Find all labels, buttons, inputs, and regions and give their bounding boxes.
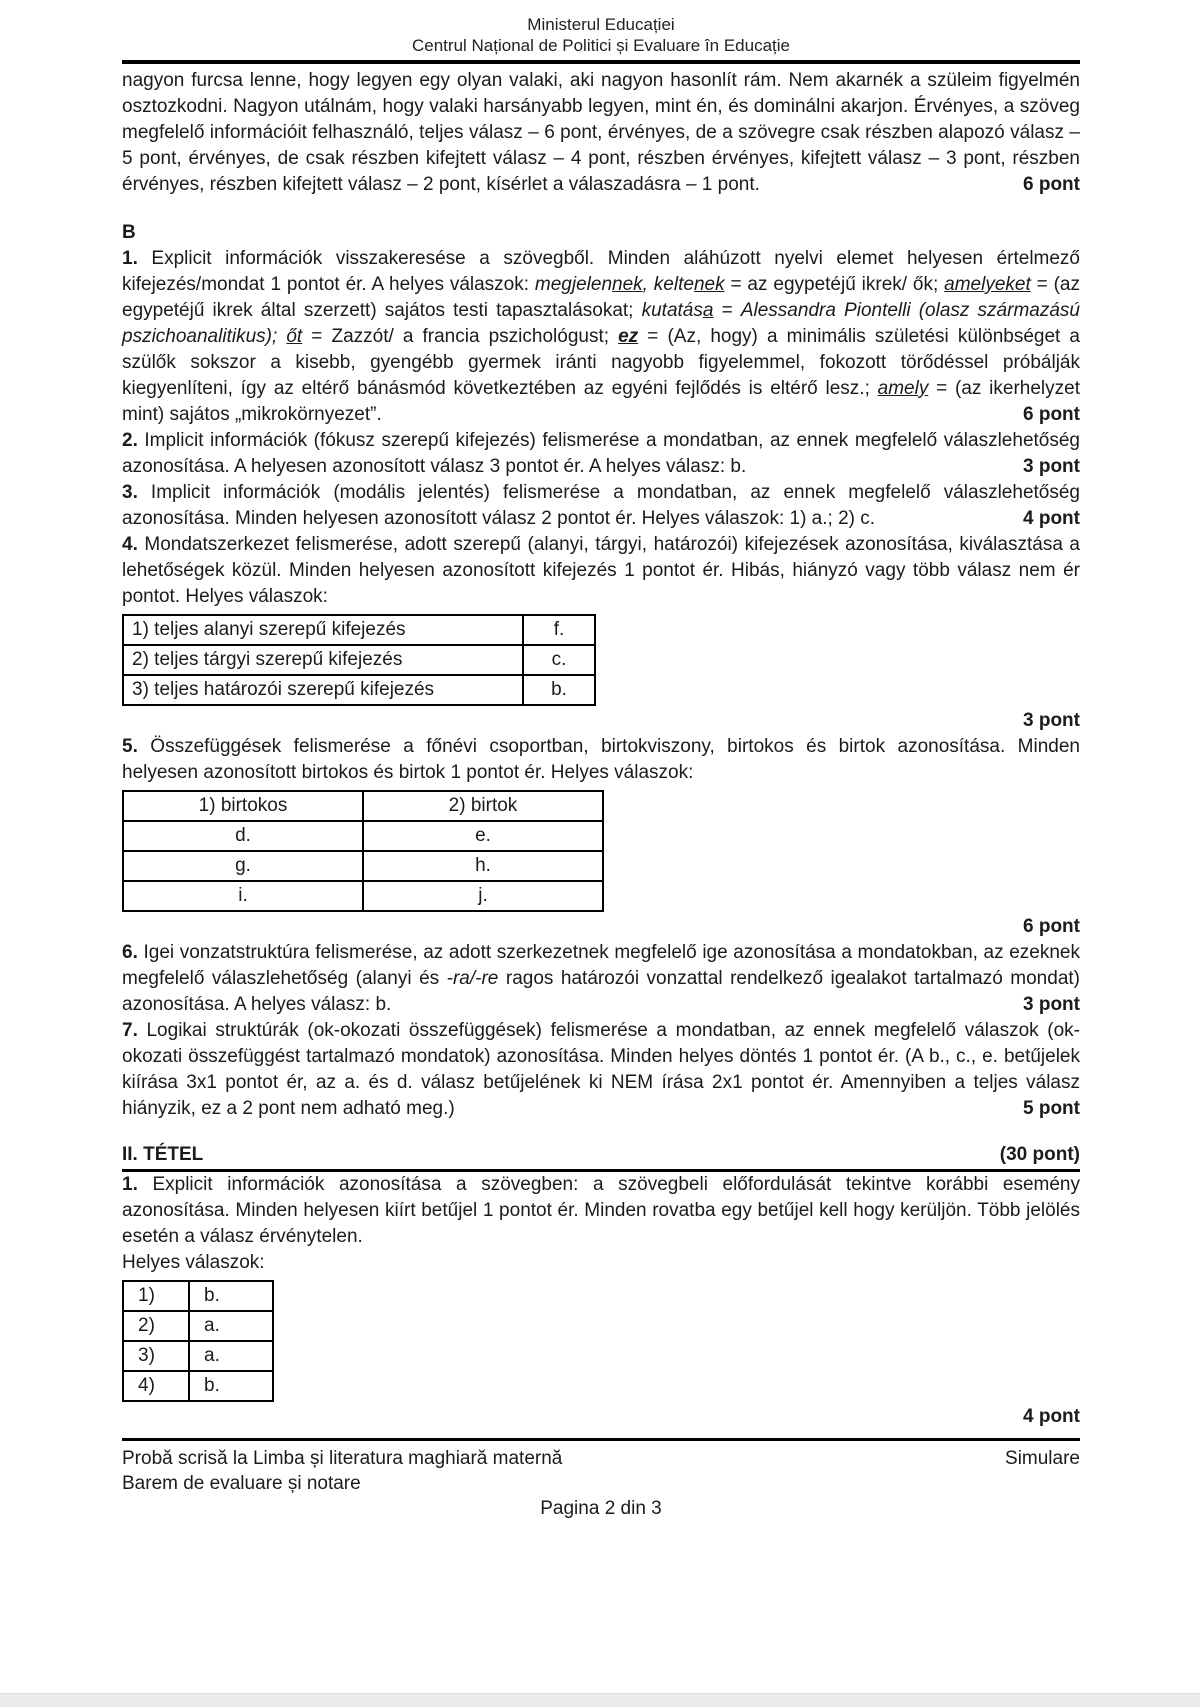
text-segment: = az egypetéjű ikrek/ ők; (724, 274, 945, 295)
section-ii-title: II. TÉTEL (122, 1144, 204, 1165)
table-row (123, 1311, 273, 1341)
text-segment: Mondatszerkezet felismerése, adott szerepű (alanyi, tárgyi, határozói) kifejezések azonosítása, kiválasztása a lehetőségek közül. Minden helyesen azonosított kifejezés 1 pontot ér. Hibás, hiányzó vagy több válasz nem ér pontot. Helyes válaszok: (122, 534, 1080, 607)
table-cell: 1) teljes alanyi szerepű kifejezés (123, 615, 523, 645)
item-b6-paragraph (122, 940, 1080, 1018)
section-ii-answers-table (122, 1280, 274, 1402)
section-ii-points-line: 4 pont (1023, 1406, 1080, 1427)
item-b5-text (122, 736, 1080, 783)
text-segment: Implicit információk (fókusz szerepű kifejezés) felismerése a mondatban, az ennek megfelelő válaszlehetőség azonosítása. A helyesen azonosított válasz 3 pontot ér. A helyes válasz: b. (122, 430, 1080, 477)
table-cell: 4) (123, 1371, 189, 1401)
item-b7-text (122, 1020, 1080, 1119)
text-segment: = (Az, hogy) a minimális születési különbséget a szülők sokszor a kisebb, gyengébb gyermek iránti nagyobb figyelemmel, fokozott törődéssel próbálják kiegyenlíteni, így az eltérő bánásmód következtében az egyéni fejlődés is eltérő lesz.; (122, 326, 1080, 399)
table-row (123, 615, 595, 645)
footer-simulare-label: Simulare (1005, 1448, 1080, 1469)
item-ii1-text (122, 1174, 1080, 1247)
center-title: Centrul Național de Politici și Evaluare în Educație (412, 36, 790, 55)
section-b-label: B (122, 222, 136, 243)
table-cell: b. (189, 1281, 273, 1311)
section-ii-heading (122, 1142, 1080, 1172)
table-row (123, 791, 603, 821)
text-segment: Logikai struktúrák (ok-okozati összefüggések) felismerése a mondatban, az ennek megfelelő válaszok (ok-okozati összefüggést tartalmazó mondatok) azonosítása. Minden helyes döntés 1 pontot ér. (A b., c., e. betűjelek kiírása 3x1 pontot ér, az a. és d. válasz betűjelének ki NEM írása 2x1 pontot ér. Amennyiben a teljes válasz hiányzik, ez a 2 pont nem adható meg.) (122, 1020, 1080, 1119)
table-cell: 1) birtokos (123, 791, 363, 821)
text-segment: kutatás (641, 300, 703, 321)
text-segment: Igei vonzatstruktúra felismerése, az adott szerkezetnek megfelelő ige azonosítása a mondatokban, az ezeknek megfelelő válaszlehetőség (alanyi és (122, 942, 1080, 989)
table-cell: 3) teljes határozói szerepű kifejezés (123, 675, 523, 705)
table-row (123, 851, 603, 881)
text-segment: = (az ikerhelyzet mint) sajátos „mikrokörnyezet”. (122, 378, 1080, 425)
text-segment: amelyeket (944, 274, 1031, 295)
table-cell: b. (523, 675, 595, 705)
text-segment: Összefüggések felismerése a főnévi csoportban, birtokviszony, birtokos és birtok azonosítása. Minden helyesen azonosított birtokos és birtok 1 pontot ér. Helyes válaszok: (122, 736, 1080, 783)
page-footer (122, 1438, 1080, 1521)
item-b7-points-label: 5 pont (1023, 1098, 1080, 1119)
text-segment: a (702, 300, 714, 321)
roles-answers-table (122, 614, 596, 706)
text-segment: 1. (122, 1174, 138, 1195)
text-segment: 6. (122, 942, 138, 963)
item-b4-paragraph (122, 532, 1080, 610)
text-segment: megjelen (534, 274, 613, 295)
text-segment: = Zazzót/ a francia pszichológust; (302, 326, 619, 347)
item-b6-text (122, 942, 1080, 1015)
item-b1-paragraph (122, 246, 1080, 428)
text-segment: Implicit információk (modális jelentés) felismerése a mondatban, az ennek megfelelő válaszlehetőség azonosítása. Minden helyesen azonosított válasz 2 pontot ér. Helyes válaszok: 1) a.; 2) c. (122, 482, 1080, 529)
table-cell: 1) (123, 1281, 189, 1311)
text-segment: 5. (122, 736, 138, 757)
document-header (122, 14, 1080, 56)
item-b5-paragraph (122, 734, 1080, 786)
item-b6-points-label: 3 pont (1023, 994, 1080, 1015)
text-segment: nagyon furcsa lenne, hogy legyen egy olyan valaki, aki nagyon hasonlít rám. Nem akarnék a szüleim figyelmén osztozkodni. Nagyon utálnám, hogy valaki harsányabb legyen, mint én, és dominálni akarjon. Érvényes, a szöveg megfelelő információit felhasználó, teljes válasz – 6 pont, érvényes, de a szövegre csak részben alapozó válasz – 5 pont, érvényes, de csak részben kifejtett válasz – 4 pont, részben érvényes, kifejtett válasz – 3 pont, részben érvényes, részben kifejtett válasz – 2 pont, kísérlet a válaszadásra – 1 pont. (122, 70, 1080, 195)
table-row (123, 821, 603, 851)
text-segment: 7. (122, 1020, 138, 1041)
text-segment: Explicit információk azonosítása a szövegben: a szövegbeli előfordulását tekintve korábbi esemény azonosítása. Minden helyesen kiírt betűjel 1 pontot ér. Minden rovatba egy betűjel kell hogy kerüljön. Több jelölés esetén a válasz érvénytelen. (122, 1174, 1080, 1247)
text-segment: = (713, 300, 741, 321)
item-b2-paragraph (122, 428, 1080, 480)
item-b3-points-label: 4 pont (1023, 508, 1080, 529)
table-cell: j. (363, 881, 603, 911)
footer-barem-label: Barem de evaluare și notare (122, 1473, 361, 1494)
item-ii1-paragraph (122, 1172, 1080, 1250)
possessive-table-points-label: 6 pont (1023, 916, 1080, 937)
table-cell: 2) (123, 1311, 189, 1341)
table-cell: i. (123, 881, 363, 911)
text-segment: , kelte (642, 274, 694, 295)
table-cell: f. (523, 615, 595, 645)
table-cell: d. (123, 821, 363, 851)
table-cell: g. (123, 851, 363, 881)
item-b3-text (122, 482, 1080, 529)
intro-paragraph (122, 68, 1080, 198)
footer-exam-title: Probă scrisă la Limba și literatura maghiară maternă (122, 1448, 563, 1469)
text-segment: nek (693, 274, 725, 295)
item-b7-paragraph (122, 1018, 1080, 1122)
text-segment: 2. (122, 430, 138, 451)
item-b1-text (122, 248, 1080, 425)
table-cell: a. (189, 1341, 273, 1371)
table-cell: b. (189, 1371, 273, 1401)
ministry-title: Ministerul Educației (527, 15, 675, 34)
table-row (123, 1341, 273, 1371)
text-segment: 3. (122, 482, 138, 503)
text-segment: -ra/-re (446, 968, 499, 989)
section-ii-points-label: (30 pont) (999, 1144, 1080, 1165)
table-cell: e. (363, 821, 603, 851)
table-cell: c. (523, 645, 595, 675)
table-cell: a. (189, 1311, 273, 1341)
header-divider (122, 60, 1080, 64)
text-segment: őt (286, 326, 303, 347)
item-b2-points-label: 3 pont (1023, 456, 1080, 477)
correct-answers-label: Helyes válaszok: (122, 1252, 265, 1273)
intro-text (122, 70, 1080, 195)
table-row (123, 881, 603, 911)
item-b3-paragraph (122, 480, 1080, 532)
text-segment: 4. (122, 534, 138, 555)
item-b4-text (122, 534, 1080, 607)
text-segment: 1. (122, 248, 138, 269)
item-b2-text (122, 430, 1080, 477)
footer-page-number: Pagina 2 din 3 (540, 1498, 662, 1519)
table-row (123, 675, 595, 705)
table-row (123, 1281, 273, 1311)
possessive-answers-table (122, 790, 604, 912)
item-b1-points-label: 6 pont (1023, 404, 1080, 425)
text-segment: amely (877, 378, 929, 399)
text-segment: = (az egypetéjű ikrek által szerzett) sajátos testi tapasztalásokat; (122, 274, 1080, 321)
table-cell: 2) birtok (363, 791, 603, 821)
roles-table-points-label: 3 pont (1023, 710, 1080, 731)
text-segment: ragos határozói vonzattal rendelkező igealakot tartalmazó mondat) azonosítása. A helyes válasz: b. (122, 968, 1080, 1015)
intro-points-label: 6 pont (1023, 174, 1080, 195)
text-segment: Explicit információk visszakeresése a szövegből. Minden aláhúzott nyelvi elemet helyesen értelmező kifejezés/mondat 1 pontot ér. A helyes válaszok: (122, 248, 1080, 295)
viewer-bottom-strip (0, 1693, 1200, 1707)
table-row (123, 645, 595, 675)
table-row (123, 1371, 273, 1401)
text-segment: ez (618, 326, 639, 347)
table-cell: 3) (123, 1341, 189, 1371)
text-segment: nek (612, 274, 643, 295)
table-cell: h. (363, 851, 603, 881)
text-segment: Alessandra Piontelli (olasz származású pszichoanalitikus); (122, 300, 1080, 347)
table-cell: 2) teljes tárgyi szerepű kifejezés (123, 645, 523, 675)
